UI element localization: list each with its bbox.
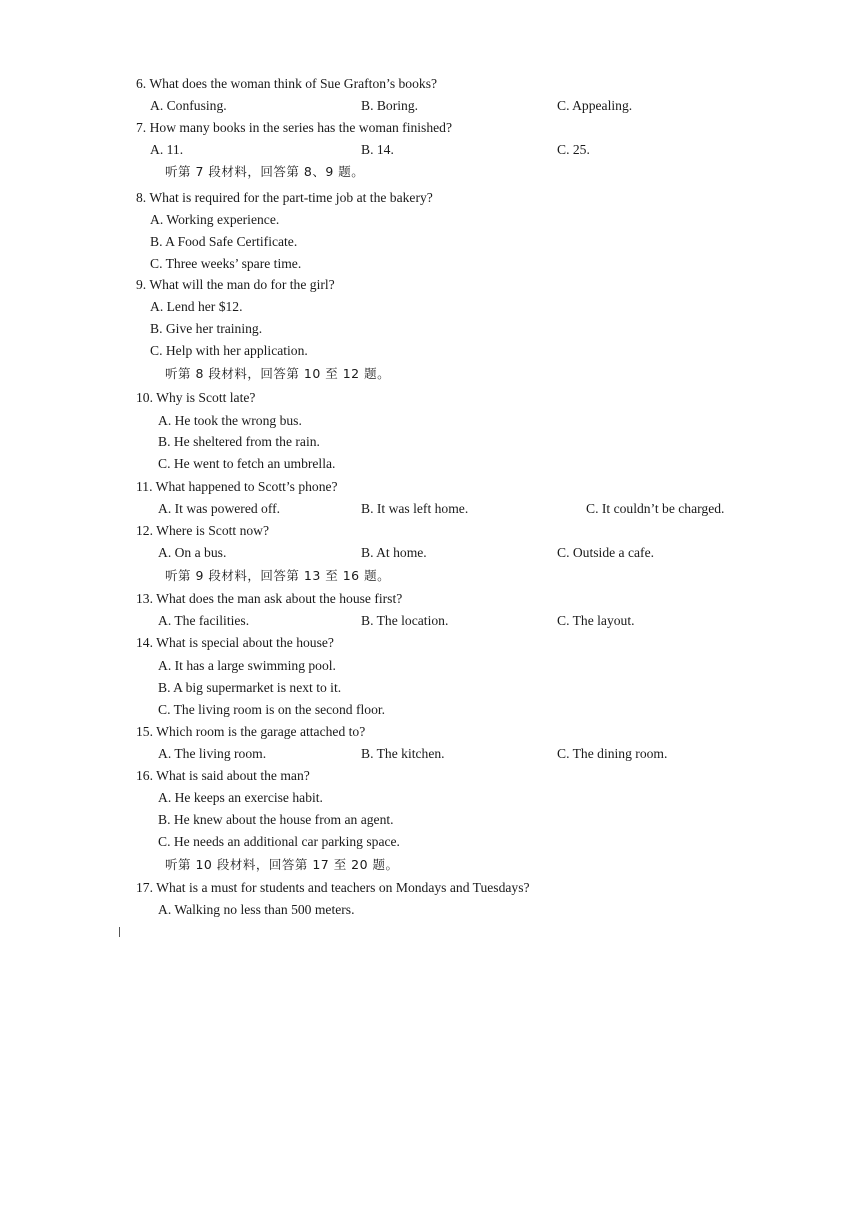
- option-a: A. It was powered off.: [158, 501, 281, 516]
- option-c: C. He went to fetch an umbrella.: [158, 456, 336, 471]
- option-b: B. 14.: [361, 142, 394, 157]
- option-b: B. He knew about the house from an agent.: [158, 812, 394, 827]
- option-row: [0, 610, 867, 632]
- question-stem: 15. Which room is the garage attached to?: [136, 724, 366, 739]
- option-a: A. The living room.: [158, 746, 267, 761]
- question-stem: 8. What is required for the part-time job at the bakery?: [136, 190, 433, 205]
- section-note: 听第 9 段材料，回答第 13 至 16 题。: [165, 568, 391, 583]
- option-c: C. The dining room.: [557, 746, 668, 761]
- option-row: [0, 542, 867, 564]
- option-c: C. It couldn’t be charged.: [586, 501, 725, 516]
- option-a: A. It has a large swimming pool.: [158, 658, 336, 673]
- option-a: A. He keeps an exercise habit.: [158, 790, 323, 805]
- option-a: A. He took the wrong bus.: [158, 413, 302, 428]
- margin-mark: [119, 927, 120, 937]
- option-c: C. Outside a cafe.: [557, 545, 655, 560]
- question-stem: 12. Where is Scott now?: [136, 523, 270, 538]
- option-b: B. The kitchen.: [361, 746, 445, 761]
- option-c: C. The layout.: [557, 613, 635, 628]
- option-b: B. A big supermarket is next to it.: [158, 680, 342, 695]
- option-b: B. Boring.: [361, 98, 419, 113]
- option-b: B. The location.: [361, 613, 449, 628]
- option-row: [0, 95, 867, 117]
- question-stem: 11. What happened to Scott’s phone?: [136, 479, 338, 494]
- section-note: 听第 10 段材料，回答第 17 至 20 题。: [165, 857, 399, 872]
- option-c: C. Three weeks’ spare time.: [150, 256, 302, 271]
- question-stem: 7. How many books in the series has the woman finished?: [136, 120, 452, 135]
- option-b: B. Give her training.: [150, 321, 263, 336]
- question-stem: 9. What will the man do for the girl?: [136, 277, 335, 292]
- option-b: B. It was left home.: [361, 501, 469, 516]
- option-row: [0, 139, 867, 161]
- option-row: [0, 498, 867, 520]
- option-c: C. The living room is on the second floor.: [158, 702, 386, 717]
- option-b: B. At home.: [361, 545, 427, 560]
- option-a: A. 11.: [150, 142, 184, 157]
- option-c: C. He needs an additional car parking space.: [158, 834, 400, 849]
- option-a: A. Confusing.: [150, 98, 227, 113]
- option-c: C. Appealing.: [557, 98, 633, 113]
- option-c: C. 25.: [557, 142, 590, 157]
- option-b: B. A Food Safe Certificate.: [150, 234, 298, 249]
- option-a: A. Walking no less than 500 meters.: [158, 902, 355, 917]
- option-a: A. The facilities.: [158, 613, 250, 628]
- option-a: A. Working experience.: [150, 212, 280, 227]
- question-stem: 10. Why is Scott late?: [136, 390, 256, 405]
- section-note: 听第 7 段材料，回答第 8、9 题。: [165, 164, 365, 179]
- option-row: [0, 743, 867, 765]
- section-note: 听第 8 段材料，回答第 10 至 12 题。: [165, 366, 391, 381]
- option-b: B. He sheltered from the rain.: [158, 434, 320, 449]
- question-stem: 6. What does the woman think of Sue Grafton’s books?: [136, 76, 438, 91]
- question-stem: 16. What is said about the man?: [136, 768, 310, 783]
- option-a: A. On a bus.: [158, 545, 227, 560]
- option-c: C. Help with her application.: [150, 343, 308, 358]
- question-stem: 14. What is special about the house?: [136, 635, 334, 650]
- option-a: A. Lend her $12.: [150, 299, 243, 314]
- question-stem: 13. What does the man ask about the house first?: [136, 591, 403, 606]
- question-stem: 17. What is a must for students and teachers on Mondays and Tuesdays?: [136, 880, 530, 895]
